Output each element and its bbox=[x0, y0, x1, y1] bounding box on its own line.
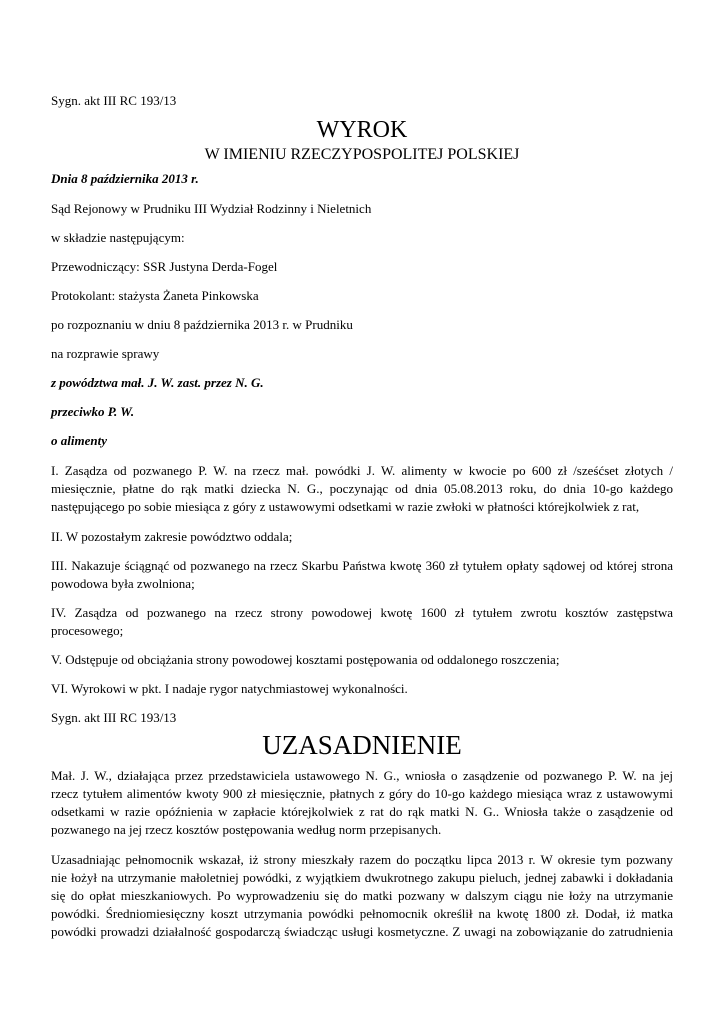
composition-intro: w składzie następującym: bbox=[51, 230, 185, 245]
document-subtitle: W IMIENIU RZECZYPOSPOLITEJ POLSKIEJ bbox=[204, 146, 520, 163]
case-subject: o alimenty bbox=[51, 433, 107, 448]
document-title: WYROK bbox=[316, 117, 408, 143]
ruling-line: VI. Wyrokowi w pkt. I nadaje rygor natychmiastowej wykonalności. bbox=[51, 681, 408, 696]
plaintiff-line: z powództwa mał. J. W. zast. przez N. G. bbox=[51, 375, 264, 390]
ruling-line: procesowego; bbox=[51, 623, 124, 638]
ruling-line: następującego po sobie miesiąca z góry z ustawowymi odsetkami w razie zwłoki w płatności którejkolwiek z rat, bbox=[51, 499, 640, 514]
paragraph-line: Mał. J. W., działająca przez przedstawiciela ustawowego N. G., wniosła o zasądzenie od pozwanego P. W. na jej bbox=[51, 768, 673, 783]
paragraph-line: pozwanego na jej rzecz kosztów postępowania według norm przepisanych. bbox=[51, 822, 442, 837]
ruling-line: miesięcznie, płatne do rąk matki dziecka N. G., poczynając od dnia 05.08.2013 roku, do dnia 10-go każdego bbox=[51, 481, 673, 496]
justification-title: UZASADNIENIE bbox=[262, 730, 462, 760]
paragraph-line: rzecz tytułem alimentów kwoty 900 zł miesięcznie, płatnych z góry do 10-go każdego miesiąca wraz z ustawowymi bbox=[51, 786, 673, 801]
ruling-line: I. Zasądza od pozwanego P. W. na rzecz mał. powódki J. W. alimenty w kwocie po 600 zł /sześćset złotych / bbox=[51, 463, 673, 478]
defendant-line: przeciwko P. W. bbox=[51, 404, 135, 419]
ruling-line: IV. Zasądza od pozwanego na rzecz strony powodowej kwotę 1600 zł tytułem zwrotu kosztów zastępstwa bbox=[51, 605, 673, 620]
paragraph-line: Uzasadniając pełnomocnik wskazał, iż strony mieszkały razem do początku lipca 2013 r. W okresie tym pozwany bbox=[51, 852, 673, 867]
paragraph-line: powódki. Średniomiesięczny koszt utrzymania powódki pełnomocnik określił na kwotę 1800 zł. Dodał, iż matka bbox=[51, 906, 673, 921]
paragraph-line: powódki prowadzi działalność gospodarczą świadcząc usługi kosmetyczne. Z uwagi na zobowiązanie do zatrudnienia bbox=[51, 924, 673, 939]
ruling-line: powodowa była zwolniona; bbox=[51, 576, 195, 591]
court-name: Sąd Rejonowy w Prudniku III Wydział Rodzinny i Nieletnich bbox=[51, 201, 372, 216]
hearing-type: na rozprawie sprawy bbox=[51, 346, 160, 361]
ruling-line: V. Odstępuje od obciążania strony powodowej kosztami postępowania od oddalonego roszczenia; bbox=[51, 652, 560, 667]
ruling-line: II. W pozostałym zakresie powództwo oddala; bbox=[51, 529, 293, 544]
ruling-line: III. Nakazuje ściągnąć od pozwanego na rzecz Skarbu Państwa kwotę 360 zł tytułem opłaty sądowej od której strona bbox=[51, 558, 673, 573]
paragraph-line: się do opłat mieszkaniowych. Po wyprowadzeniu się do matki pozwany w dalszym ciągu nie łoży na utrzymanie bbox=[51, 888, 673, 903]
presiding-judge: Przewodniczący: SSR Justyna Derda-Fogel bbox=[51, 259, 278, 274]
paragraph-line: odsetkami w razie opóźnienia w zapłacie którejkolwiek z rat do rąk matki N. G.. Wniosła także o zasądzenie od bbox=[51, 804, 673, 819]
hearing-info: po rozpoznaniu w dniu 8 października 2013 r. w Prudniku bbox=[51, 317, 353, 332]
justification-signature: Sygn. akt III RC 193/13 bbox=[51, 710, 177, 725]
case-signature: Sygn. akt III RC 193/13 bbox=[51, 93, 177, 108]
judgment-date: Dnia 8 października 2013 r. bbox=[51, 171, 199, 186]
court-recorder: Protokolant: stażysta Żaneta Pinkowska bbox=[51, 288, 259, 303]
paragraph-line: nie łożył na utrzymanie małoletniej powódki, z wyjątkiem dwukrotnego zakupu pieluch, jednej zabawki i dokładania bbox=[51, 870, 673, 885]
